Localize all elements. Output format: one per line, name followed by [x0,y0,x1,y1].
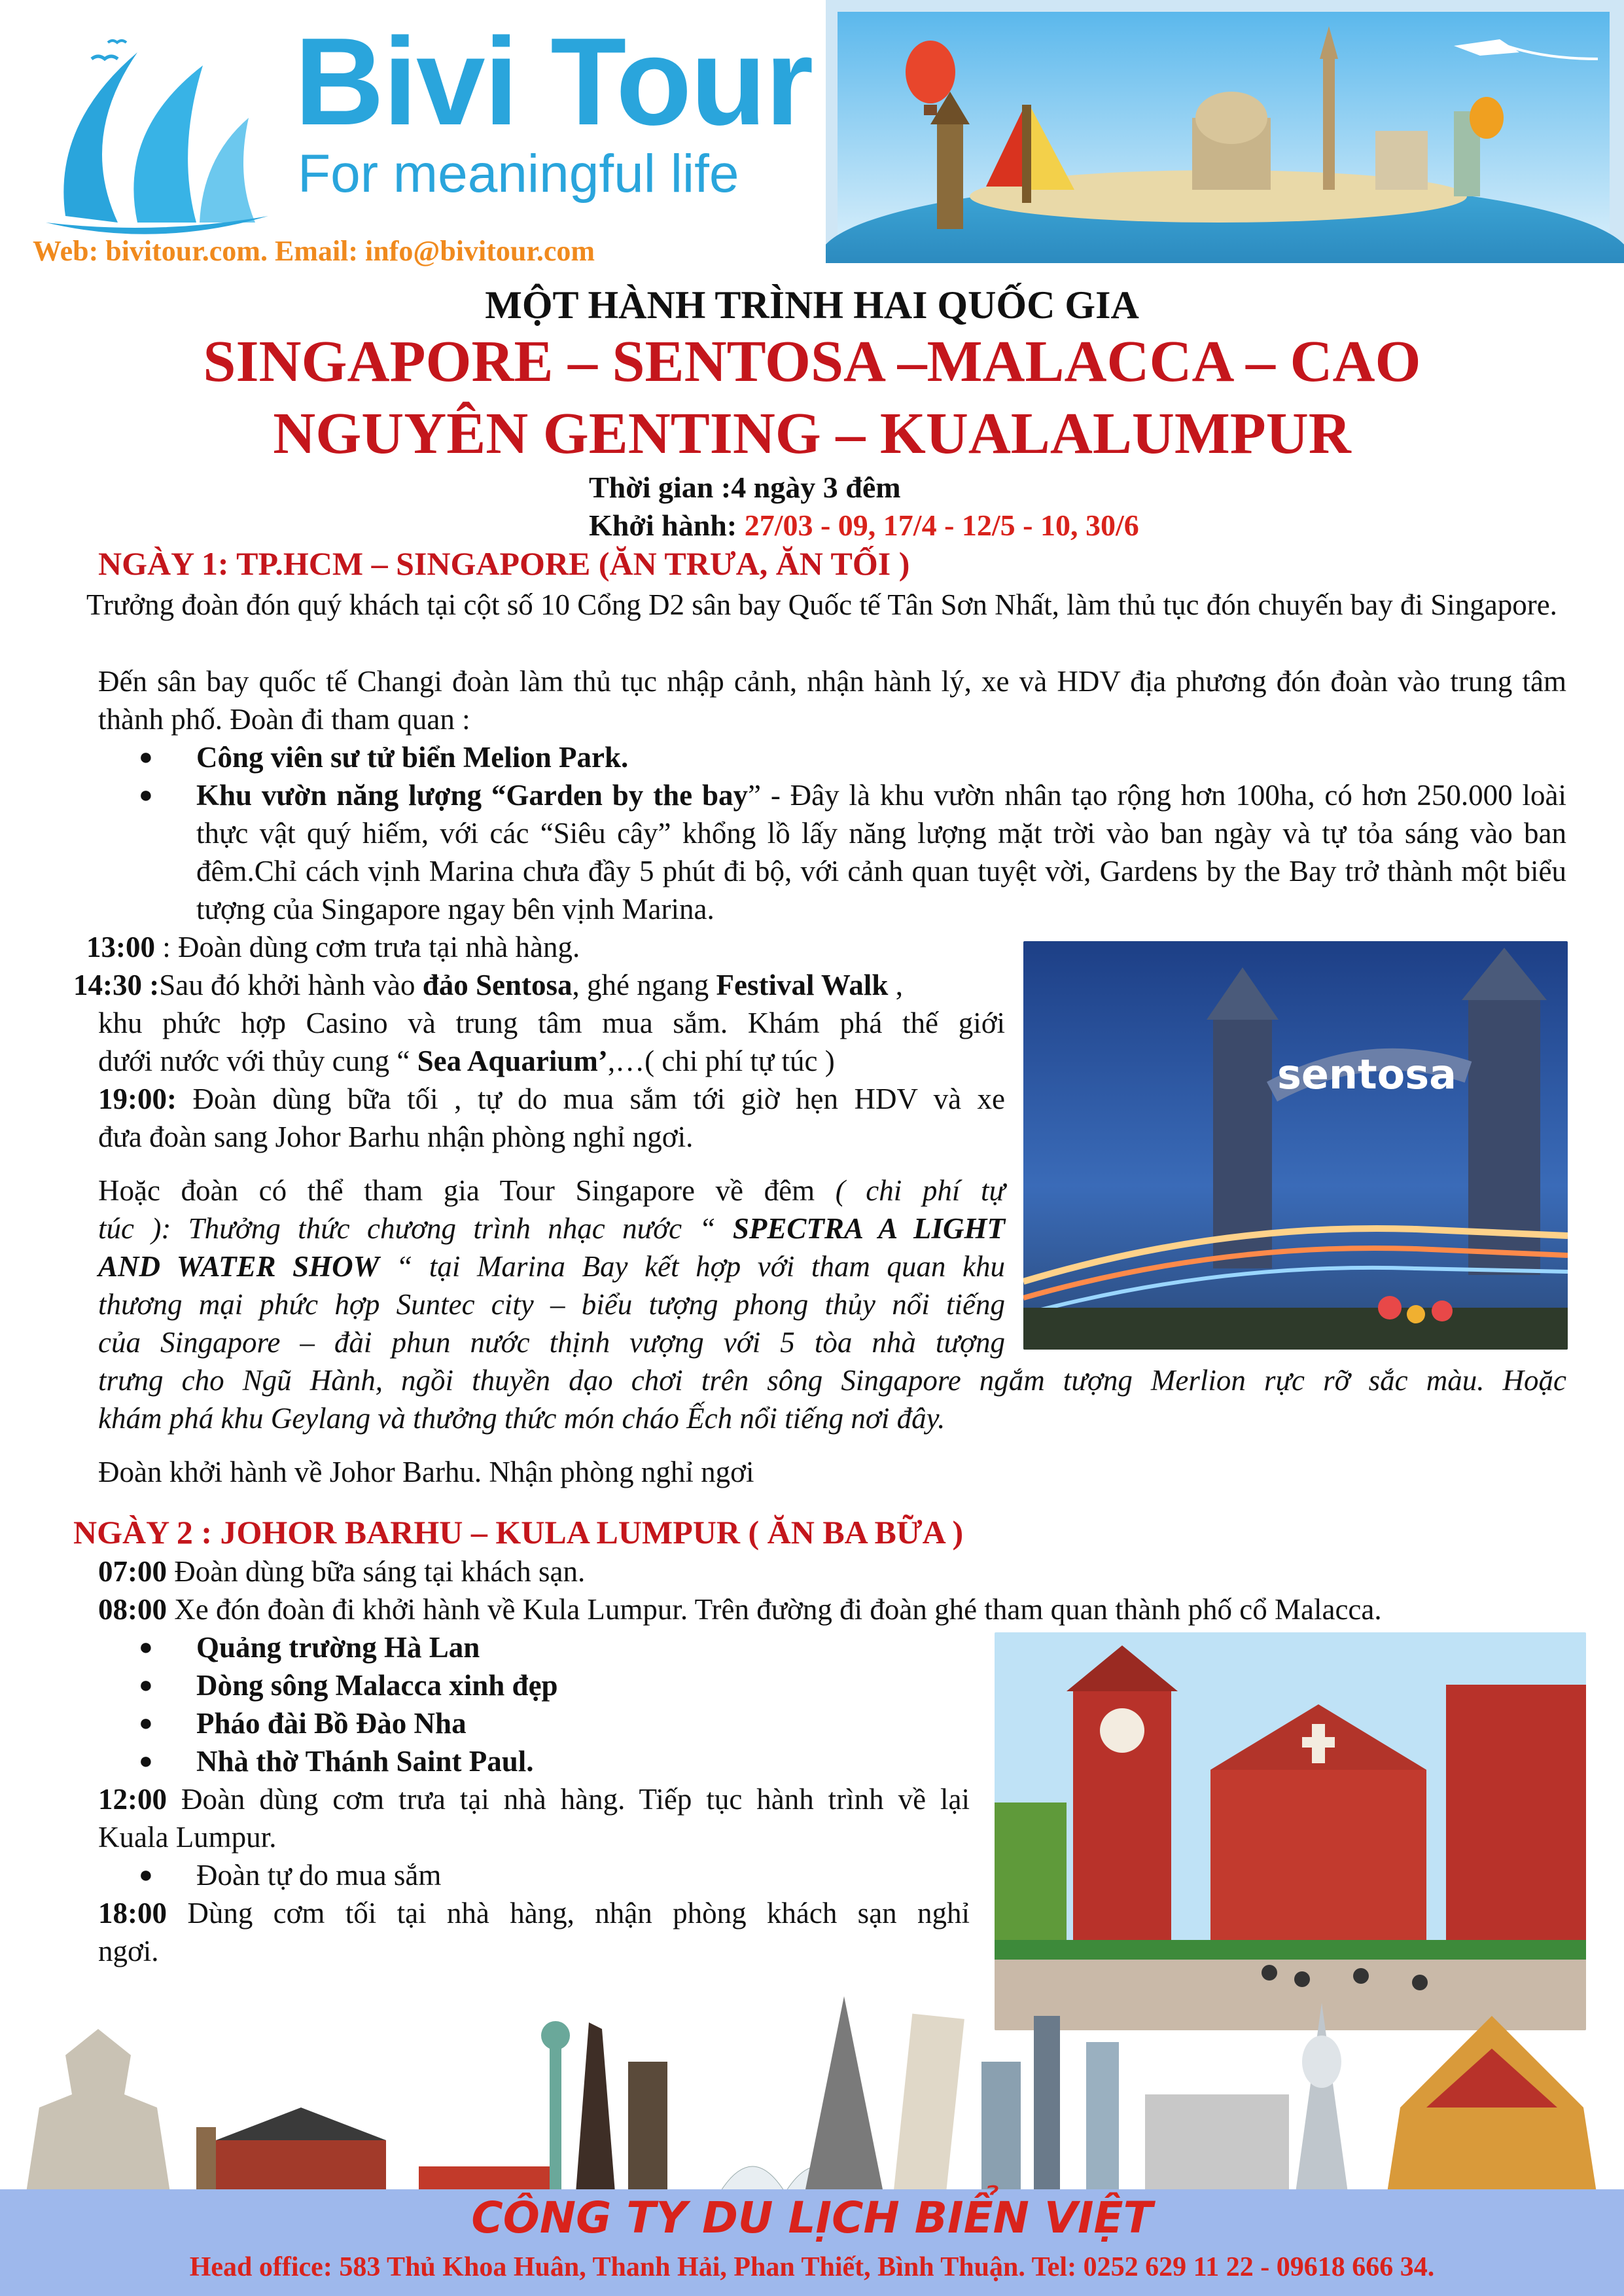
day1-1430-line-2: khu phức hợp Casino và trung tâm mua sắm. Khám phá thế giới [98,1007,1005,1039]
brand-tagline: For meaningful life [298,144,739,204]
head-office-address: Head office: 583 Thủ Khoa Huân, Thanh Hải, Phan Thiết, Bình Thuận. Tel: 0252 629 11 22 - 09618 666 34. [189,2252,1435,2282]
night-line3-b: “ tại Marina Bay kết hợp với tham quan khu [379,1250,1005,1283]
company-name: CÔNG TY DU LỊCH BIỂN VIỆT [471,2193,1153,2243]
time-1800: 18:00 [98,1897,167,1929]
day2-0700-line [98,1552,585,1590]
text-0800: Xe đón đoàn đi khởi hành về Kula Lumpur. Trên đường đi đoàn ghé tham quan thành phố cổ Malacca. [167,1593,1382,1626]
day2-bullet-ha-lan-square: Quảng trường Hà Lan [196,1631,480,1664]
day2-0800-line [98,1590,1382,1628]
day1-1300-line [86,928,580,966]
night-line1-b: ( chi phí tự [835,1174,1005,1207]
trip-title-line-2: NGUYÊN GENTING – KUALALUMPUR [273,401,1351,466]
travel-landmarks-banner-image [826,0,1624,263]
text-1430-line3-c: ,…( chi phí tự túc ) [607,1045,835,1077]
text-1200: Đoàn dùng cơm trưa tại nhà hàng. Tiếp tục hành trình về lại [167,1783,970,1816]
text-1430-line3-a: dưới nước với thủy cung “ [98,1045,417,1077]
day2-bullet-malacca-river: Dòng sông Malacca xinh đẹp [196,1669,558,1702]
day2-bullet-saint-paul-church: Nhà thờ Thánh Saint Paul. [196,1745,534,1778]
night-tour-line-7: khám phá khu Geylang và thưởng thức món cháo Ếch nổi tiếng nơi đây. [98,1402,945,1435]
day2-bullet-portuguese-fort: Pháo đài Bồ Đào Nha [196,1707,467,1740]
day1-1900-line-2: đưa đoàn sang Johor Barhu nhận phòng nghỉ ngơi. [98,1121,694,1153]
night-line1-a: Hoặc đoàn có thể tham gia Tour Singapore về đêm [98,1174,836,1207]
bullet-dot: ● [139,1672,153,1698]
duration-label: Thời gian :4 ngày 3 đêm [589,471,901,504]
bullet-dot: ● [139,781,153,808]
day1-paragraph-2: Đến sân bay quốc tế Changi đoàn làm thủ tục nhập cảnh, nhận hành lý, xe và HDV địa phương đón đoàn vào trung tâm thành phố. Đoàn đi tham quan : [98,665,1566,736]
departure-info [589,508,1139,543]
text-1430-c: , ghé ngang [572,969,716,1001]
trip-subtitle: MỘT HÀNH TRÌNH HAI QUỐC GIA [485,283,1139,327]
bullet-dot: ● [139,744,153,770]
brand-name: Bivi Tour [294,12,813,151]
time-1300: 13:00 [86,931,155,963]
time-0700: 07:00 [98,1555,167,1588]
world-landmarks-skyline-image [0,1977,1624,2193]
sentosa-island-bold: đảo Sentosa [422,969,573,1001]
departure-dates: 27/03 - 09, 17/4 - 12/5 - 10, 30/6 [744,509,1139,542]
bullet-dot: ● [139,1748,153,1774]
text-1900: Đoàn dùng bữa tối , tự do mua sắm tới giờ hẹn HDV và xe [176,1083,1005,1115]
logo-sail-icon [39,26,275,249]
time-1200: 12:00 [98,1783,167,1816]
time-1430: 14:30 : [73,969,160,1001]
garden-bold-text: Khu vườn năng lượng “Garden by the bay [196,779,749,812]
bullet-dot: ● [139,1634,153,1660]
time-1900: 19:00: [98,1083,177,1115]
water-show-bold: AND WATER SHOW [98,1250,380,1283]
day1-heading: NGÀY 1: TP.HCM – SINGAPORE (ĂN TRƯA, ĂN TỐI ) [98,545,910,582]
day2-shopping: Đoàn tự do mua sắm [196,1859,442,1892]
day1-bullet-melion-park: Công viên sư tử biển Melion Park. [196,741,629,774]
bullet-dot: ● [139,1710,153,1736]
night-tour-line-4: thương mại phức hợp Suntec city – biểu tượng phong thủy nổi tiếng [98,1288,1005,1321]
day2-1800-line-1 [98,1894,970,1932]
day1-bullet-garden-by-the-bay [196,776,1566,928]
contact-line: Web: bivitour.com. Email: info@bivitour.com [33,235,595,267]
text-1300: : Đoàn dùng cơm trưa tại nhà hàng. [155,931,580,963]
departure-label: Khởi hành: [589,509,745,542]
night-tour-line-6: trưng cho Ngũ Hành, ngồi thuyền dạo chơi trên sông Singapore ngắm tượng Merlion rực rỡ sắc màu. Hoặc [98,1364,1566,1397]
day1-1430-line-3 [98,1042,835,1080]
festival-walk-bold: Festival Walk [716,969,889,1001]
malacca-red-square-photo [995,1632,1586,2030]
trip-title-line-1: SINGAPORE – SENTOSA –MALACCA – CAO [203,329,1421,394]
day1-1430-line-1 [73,966,903,1004]
spectra-show-bold: SPECTRA A LIGHT [732,1212,1005,1245]
day1-closing: Đoàn khởi hành về Johor Barhu. Nhận phòng nghỉ ngơi [98,1456,754,1488]
text-1430-a: Sau đó khởi hành vào [159,969,423,1001]
night-tour-line-3 [98,1247,1005,1285]
text-1800: Dùng cơm tối tại nhà hàng, nhận phòng khách sạn nghỉ [167,1897,970,1929]
day2-1200-line-2: Kuala Lumpur. [98,1821,277,1854]
bullet-dot: ● [139,1861,153,1888]
night-tour-line-5: của Singapore – đài phun nước thịnh vượng với 5 tòa nhà tượng [98,1326,1005,1359]
garden-description: ” - Đây là khu vườn nhân tạo rộng hơn 100ha, có hơn 250.000 loài thực vật quý hiếm, với các “Siêu cây” khổng lồ lấy năng lượng mặt trời vào ban ngày và tự tỏa sáng vào ban đêm.Chỉ cách vịnh Marina chưa đầy 5 phút đi bộ, với cảnh quan tuyệt vời, Gardens by the Bay trở thành một biểu tượng của Singapore ngay bên vịnh Marina. [196,779,1566,925]
day2-heading: NGÀY 2 : JOHOR BARHU – KULA LUMPUR ( ĂN BA BỮA ) [73,1514,964,1551]
sea-aquarium-bold: Sea Aquarium’ [417,1045,608,1077]
day1-paragraph-1: Trưởng đoàn đón quý khách tại cột số 10 Cổng D2 sân bay Quốc tế Tân Sơn Nhất, làm thủ tục đón chuyến bay đi Singapore. [86,588,1557,621]
night-tour-line-2 [98,1210,1005,1247]
day2-1200-line-1 [98,1780,970,1818]
text-0700: Đoàn dùng bữa sáng tại khách sạn. [167,1555,586,1588]
sentosa-sign-text: sentosa [1277,1050,1457,1098]
day2-1800-line-2: ngơi. [98,1935,159,1967]
day1-1900-line-1 [98,1080,1005,1118]
sentosa-gate-photo [1023,941,1568,1350]
text-1430-e: , [888,969,903,1001]
night-tour-line-1 [98,1172,1005,1210]
time-0800: 08:00 [98,1593,167,1626]
night-line2-a: túc ): Thưởng thức chương trình nhạc nước “ [98,1212,733,1245]
